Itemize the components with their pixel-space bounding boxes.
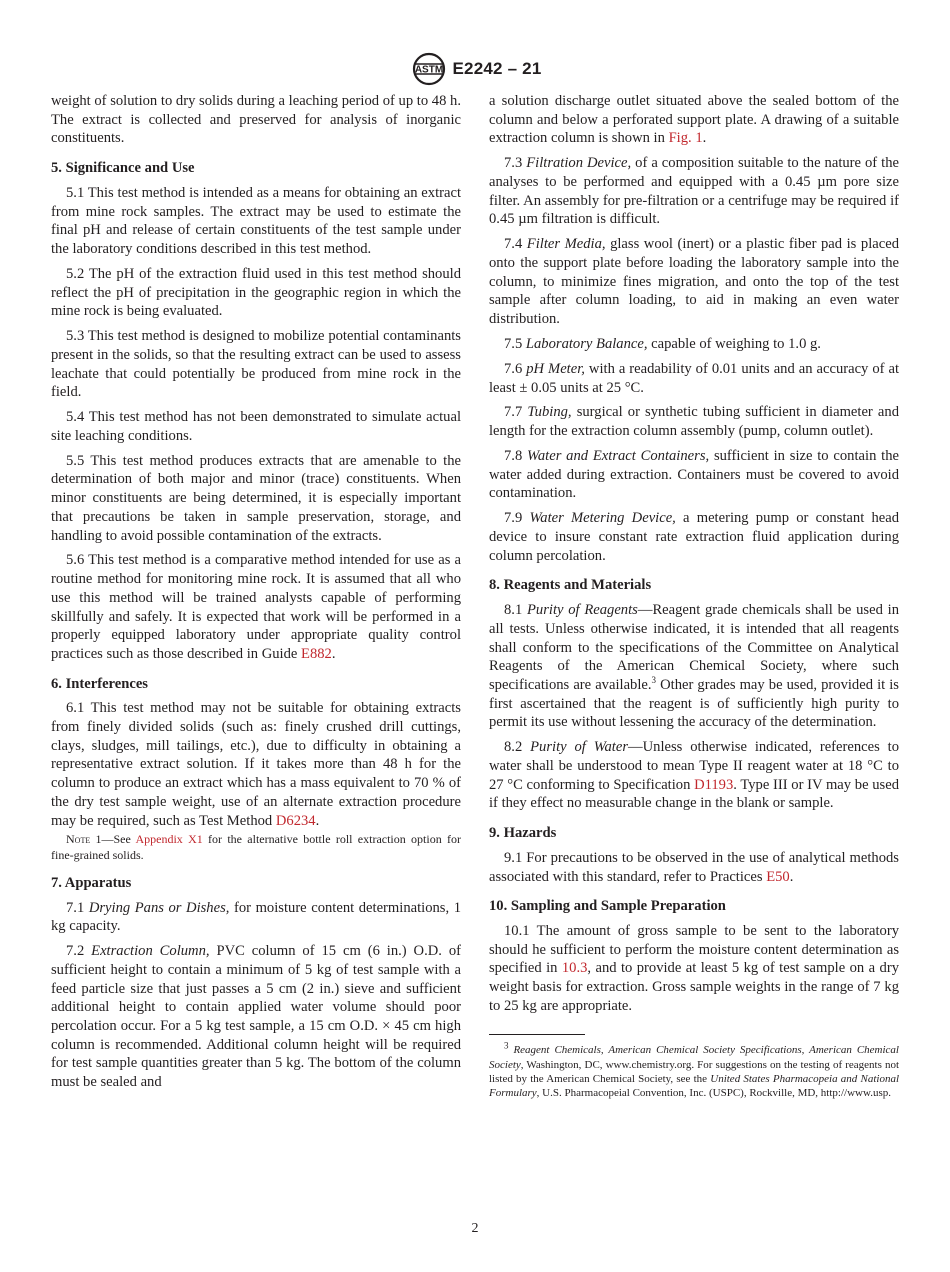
note-1: Note 1—See Appendix X1 for the alternative bottle roll extraction option for fine-grained solids. [51,832,462,862]
paragraph-8-1: 8.1 Purity of Reagents—Reagent grade chemicals shall be used in all tests. Unless otherwise indicated, it is intended that all reagents shall conform to the specifications of the Committee on Analytical Reagents of the American Chemical Society, where such specifications are available.$^3$ Other grades may be used, provided it is first ascertained that the reagent is of sufficiently high purity to permit its use without lessening the accuracy of the determination. [489,602,899,731]
paragraph-5-4: 5.4 This test method has not been demonstrated to simulate actual site leaching conditions. [51,409,461,444]
paragraph-7-6: 7.6 pH Meter, with a readability of 0.01 units and an accuracy of at least ± 0.05 units at 25 °C. [489,360,899,396]
paragraph-10-1: 10.1 The amount of gross sample to be sent to the laboratory should he sufficient to perform the moisture content determination as specified in 10.3, and to provide at least 5 kg of test sample on a dry weight basis for extraction. Gross sample weights in the range of 7 kg to 25 kg are appropriate. [489,922,900,1014]
paragraph-7-5: 7.5 Laboratory Balance, capable of weighing to 1.0 g. [504,336,821,352]
paragraph-7-7: 7.7 Tubing, surgical or synthetic tubing sufficient in diameter and length for the extraction column assembly (pump, column outlet). [489,404,899,440]
section-8-heading: 8. Reagents and Materials [489,577,652,594]
paragraph-7-2-continued: a solution discharge outlet situated above the sealed bottom of the column and below a perforated support plate. A drawing of a suitable extraction column is shown in Fig. 1. [489,93,899,147]
paragraph-5-1: 5.1 This test method is intended as a means for obtaining an extract from mine rock samples. The extract may be used to estimate the final pH and release of certain constituents of the test sample under the laboratory conditions described in this test method. [51,184,461,257]
footnote-3: $^3$ Reagent Chemicals, American Chemical Society Specifications, American Chemical Society, Washington, DC, www.chemistry.org. For suggestions on the testing of reagents not listed by the American Chemical Society, see the United States Pharmacopeia and National Formulary, U.S. Pharmacopeial Convention, Inc. (USPC), Rockville, MD, http://www.usp. [489,1040,900,1100]
note-label: Note [66,832,91,847]
paragraph-7-3: 7.3 Filtration Device, of a composition suitable to the nature of the analyses to be performed and equipped with a 0.45 µm pore size filter. An assembly for pre-filtration or a centrifuge may be required if 0.45 µm filtration is difficult. [489,155,900,228]
paragraph-5-2: 5.2 The pH of the extraction fluid used in this test method should reflect the pH of precipitation in the geographic region in which the mine rock is being evaluated. [51,265,461,320]
paragraph-5-3: 5.3 This test method is designed to mobilize potential contaminants present in the solids, so that the resulting extract can be used to assess leachate that could potentially be produced from mine rock in the field. [51,328,461,401]
paragraph-5-6: 5.6 This test method is a comparative method intended for use as a routine method for monitoring mine rock. It is assumed that all who use this method will be trained analysts capable of performing skillfully and safely. It is expected that work will be performed in a properly equipped laboratory under appropriate quality control practices such as those described in Guide E882. [51,552,461,662]
paragraph-9-1: 9.1 For precautions to be observed in the use of analytical methods associated with this standard, refer to Practices E50. [489,849,899,885]
section-9-heading: 9. Hazards [489,825,557,842]
paragraph-6-1: 6.1 This test method may not be suitable for obtaining extracts from finely divided solids (such as: finely crushed drill cuttings, clays, sludges, mill tailings, etc.), due to difficulty in obtaining a representative extract solution. If it takes more than 48 h for the column to produce an extract which has a mass equivalent to 70 % of the dry test sample weight, use of an alternate extraction procedure may be required, such as Test Method D6234. [51,700,461,829]
link-10-3[interactable]: 10.3 [561,960,588,977]
section-6-heading: 6. Interferences [51,675,148,692]
paragraph-7-1: 7.1 Drying Pans or Dishes, for moisture content determinations, 1 kg capacity. [51,899,461,935]
section-5-heading: 5. Significance and Use [51,160,195,177]
left-column [51,92,461,1098]
intro-paragraph: weight of solution to dry solids during a leaching period of up to 48 h. The extract is collected and preserved for analysis of inorganic constituents. [51,93,461,147]
link-e882[interactable]: E882 [301,645,332,662]
paragraph-5-5: 5.5 This test method produces extracts that are amenable to the determination of both major and minor (trace) constituents. When minor constituents are being determined, it is especially important that precautions be taken in sample preservation, storage, and handling to avoid possible contamination of the extracts. [51,452,461,544]
page-number: 2 [471,1221,479,1236]
footnote-divider [489,1034,585,1035]
astm-logo-text: ASTM [414,64,443,76]
link-appendix-x1[interactable]: Appendix X1 [135,832,203,847]
paragraph-7-8: 7.8 Water and Extract Containers, sufficient in size to contain the water added during extraction. Containers must be covered to avoid contamination. [489,448,899,502]
paragraph-7-2: 7.2 Extraction Column, PVC column of 15 cm (6 in.) O.D. of sufficient height to contain a minimum of 5 kg of test sample with a feed particle size that just passes a 5 cm (2 in.) sieve and sufficient additional height to contain applied water volume should poor percolation occur. For a 5 kg test sample, a 15 cm O.D. × 45 cm high column is recommended. Additional column height will be required for test sample quantities greater than 5 kg. The bottom of the column must be sealed and [51,943,462,1091]
section-7-heading: 7. Apparatus [51,874,132,891]
link-fig-1[interactable]: Fig. 1 [668,130,703,147]
standard-designation: E2242 – 21 [452,59,542,78]
right-column [489,92,899,1107]
paragraph-7-4: 7.4 Filter Media, glass wool (inert) or a plastic fiber pad is placed onto the support plate before loading the laboratory sample into the column, to minimize fines migration, and onto the top of the test sample after column loading, to aid in making an even water distribution. [489,236,899,328]
link-d1193[interactable]: D1193 [694,776,734,793]
paragraph-8-2: 8.2 Purity of Water—Unless otherwise indicated, references to water shall be understood to mean Type II reagent water at 18 °C to 27 °C conforming to Specification D1193. Type III or IV may be used if they effect no measurable change in the blank or sample. [489,739,900,812]
link-e50[interactable]: E50 [766,868,790,885]
page-header [0,52,950,86]
paragraph-7-9: 7.9 Water Metering Device, a metering pump or constant head device to insure constant rate extraction fluid application during column percolation. [489,510,899,564]
footnote-ref-3[interactable]: 3 [651,675,657,686]
link-d6234[interactable]: D6234 [275,812,316,829]
section-10-heading: 10. Sampling and Sample Preparation [489,898,726,915]
astm-logo-icon [409,52,449,86]
